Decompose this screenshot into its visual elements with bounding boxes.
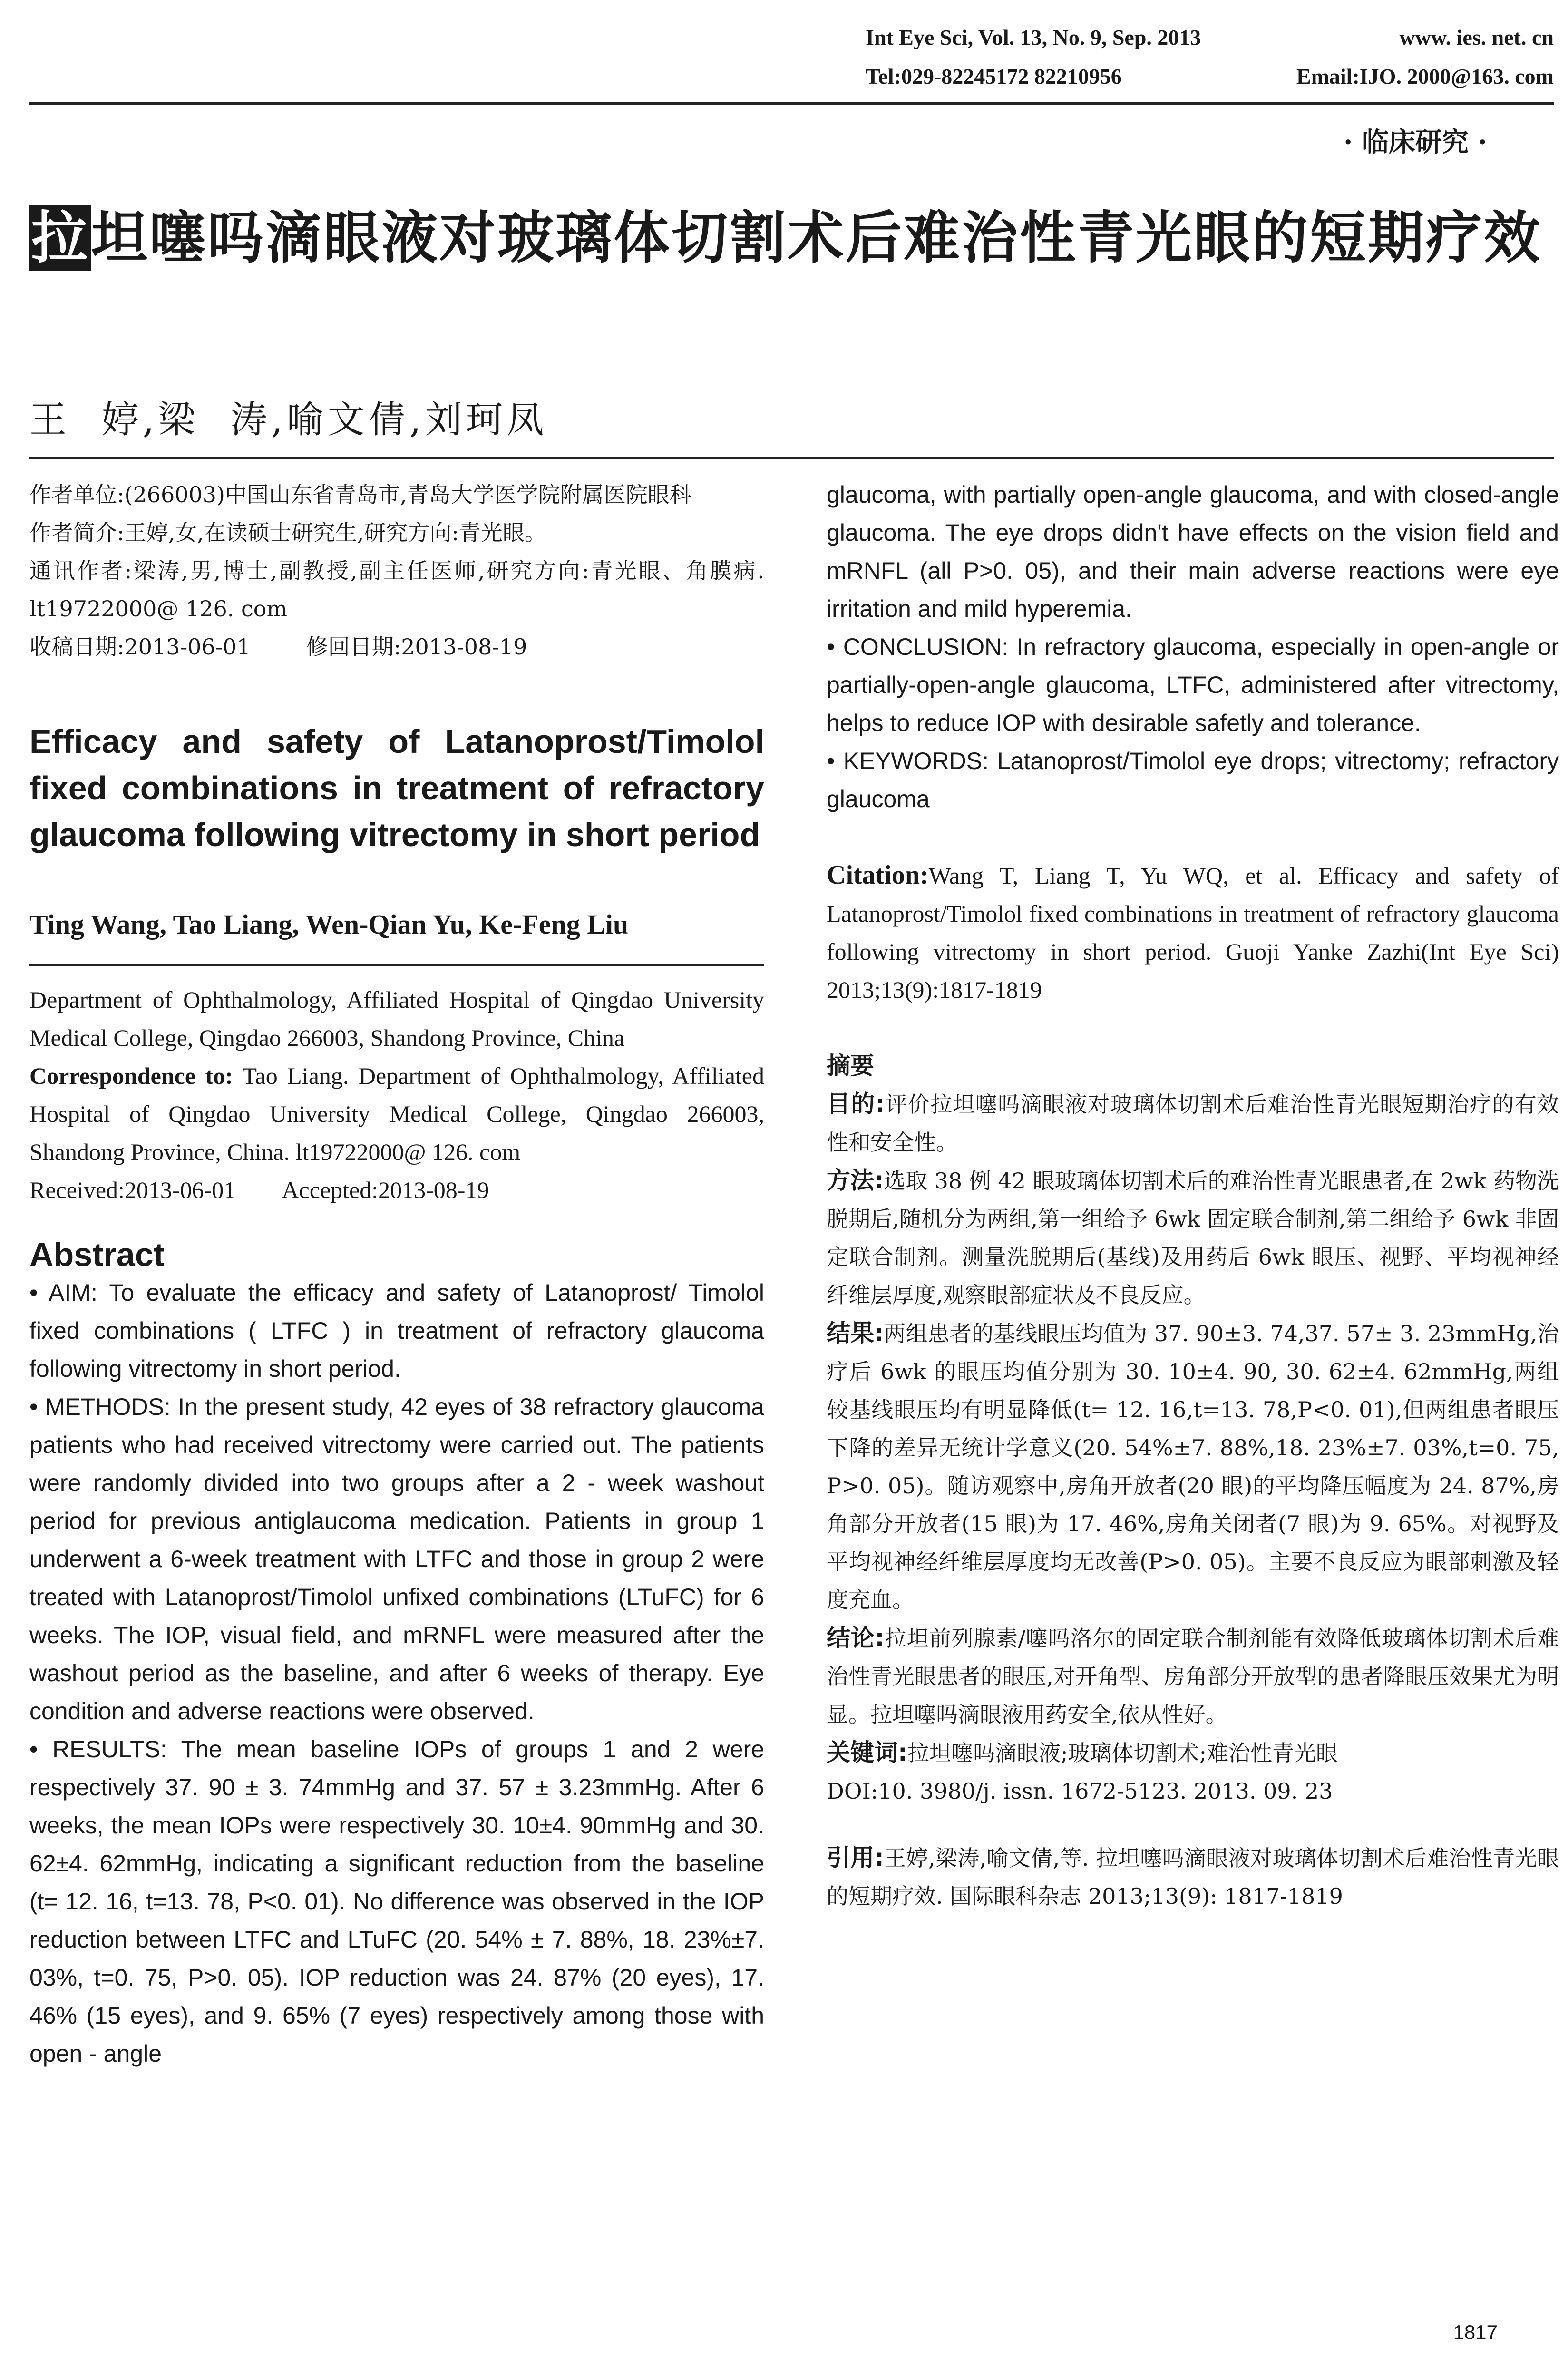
abstract-methods: • METHODS: In the present study, 42 eyes of 38 refractory glaucoma patients who had received vitrectomy were carried out. The patients were randomly divided into two groups after a 2 - week washout period for previous antiglaucoma medication. Patients in group 1 underwent a 6-week treatment with LTFC and those in group 2 were treated with Latanoprost/Timolol unfixed combinations (LTuFC) for 6 weeks. The IOP, visual field, and mRNFL were measured after the washout period as the baseline, and after 6 weeks of therapy. Eye condition and adverse reactions were observed. <box>29 1393 764 1724</box>
methods-label-cn: 方法: <box>827 1167 884 1194</box>
author-bio-cn: 作者简介:王婷,女,在读硕士研究生,研究方向:青光眼。 <box>29 520 546 546</box>
abstract-results: • RESULTS: The mean baseline IOPs of groups 1 and 2 were respectively 37. 90 ± 3. 74mmHg and 37. 57 ± 3.23mmHg. After 6 weeks, the mean IOPs were respectively 30. 10±4. 90mmHg and 30. 62±4. 62mmHg, indicating a significant reduction from the baseline (t= 12. 16, t=13. 78, P<0. 01). No difference was observed in the IOP reduction between LTFC and LTuFC (20. 54% ± 7. 88%, 18. 23%±7. 03%, t=0. 75, P>0. 05). IOP reduction was 24. 87% (20 eyes), 17. 46% (15 eyes), and 9. 65% (7 eyes) respectively among those with open - angle <box>29 1736 764 2067</box>
authors-en: Ting Wang, Tao Liang, Wen-Qian Yu, Ke-Feng Liu <box>29 909 629 940</box>
title-first-char: 拉 <box>29 205 91 271</box>
page-number: 1817 <box>1453 2321 1498 2343</box>
results-text-cn: 两组患者的基线眼压均值为 37. 90±3. 74,37. 57± 3. 23mmHg,治疗后 6wk 的眼压均值分别为 30. 10±4. 90, 30. 62±4. 62mmHg,两组较基线眼压均有明显降低(t= 12. 16,t=13. 78,P<0. 01),但两组患者眼压下降的差异无统计学意义(20. 54%±7. 88%,18. 23%±7. 03%,t=0. 75, P>0. 05)。随访观察中,房角开放者(20 眼)的平均降压幅度为 24. 87%,房角部分开放者(15 眼)为 17. 46%,房角关闭者(7 眼)为 9. 65%。对视野及平均视神经纤维层厚度均无改善(P>0. 05)。主要不良反应为眼部刺激及轻度充血。 <box>827 1321 1559 1613</box>
citation-text-cn: 王婷,梁涛,喻文倩,等. 拉坦噻吗滴眼液对玻璃体切割术后难治性青光眼的短期疗效. 国际眼科杂志 2013;13(9): 1817-1819 <box>827 1845 1559 1909</box>
keywords-text-cn: 拉坦噻吗滴眼液;玻璃体切割术;难治性青光眼 <box>907 1740 1338 1766</box>
corresponding-author-cn: 通讯作者:梁涛,男,博士,副教授,副主任医师,研究方向:青光眼、角膜病. lt19722000@ 126. com <box>29 558 764 622</box>
department-en: Department of Ophthalmology, Affiliated Hospital of Qingdao University Medical College, Qingdao 266003, Shandong Province, China <box>29 986 764 1051</box>
journal-header-line-2 <box>866 64 1554 89</box>
citation-label-cn: 引用: <box>827 1844 884 1871</box>
keywords-cn <box>827 1734 1559 1772</box>
conclusion-text-cn: 拉坦前列腺素/噻吗洛尔的固定联合制剂能有效降低玻璃体切割术后难治性青光眼患者的眼压,对开角型、房角部分开放型的患者降眼压效果尤为明显。拉坦噻吗滴眼液用药安全,依从性好。 <box>827 1626 1559 1727</box>
methods-text-cn: 选取 38 例 42 眼玻璃体切割术后的难治性青光眼患者,在 2wk 药物洗脱期后,随机分为两组,第一组给予 6wk 固定联合制剂,第二组给予 6wk 非固定联合制剂。测量洗脱期后(基线)及用药后 6wk 眼压、视野、平均视神经纤维层厚度,观察眼部症状及不良反应。 <box>827 1168 1559 1308</box>
results-label-cn: 结果: <box>827 1319 884 1347</box>
right-column <box>827 476 1559 1915</box>
paper-title-cn <box>29 200 1551 276</box>
aim-label-cn: 目的: <box>827 1090 885 1118</box>
paper-title-en: Efficacy and safety of Latanoprost/Timolol fixed combinations in treatment of refractory glaucoma following vitrectomy in short period <box>29 723 764 853</box>
authors-cn: 王 婷,梁 涛,喻文倩,刘珂凤 <box>29 399 548 441</box>
left-column <box>29 476 764 2073</box>
summary-methods-cn <box>827 1161 1559 1314</box>
correspondence-label: Correspondence to: <box>29 1062 233 1089</box>
citation-label: Citation: <box>827 860 929 890</box>
title-rule <box>29 457 1554 459</box>
correspondence-en <box>29 1057 764 1171</box>
citation-text: Wang T, Liang T, Yu WQ, et al. Efficacy and safety of Latanoprost/Timolol fixed combinations in treatment of refractory glaucoma following vitrectomy in short period. Guoji Yanke Zazhi(Int Eye Sci) 2013;13(9):1817-1819 <box>827 862 1559 1003</box>
abstract-heading: Abstract <box>29 1236 165 1273</box>
summary-results-cn <box>827 1314 1559 1619</box>
journal-website[interactable]: www. ies. net. cn <box>1399 25 1554 49</box>
journal-email[interactable]: Email:IJO. 2000@163. com <box>1296 64 1554 88</box>
doi[interactable]: DOI:10. 3980/j. issn. 1672-5123. 2013. 09. 23 <box>827 1778 1333 1804</box>
citation-cn <box>827 1839 1559 1915</box>
correspondence-text: Tao Liang. Department of Ophthalmology, Affiliated Hospital of Qingdao University Medical College, Qingdao 266003, Shandong Province, China. lt19722000@ 126. com <box>29 1062 764 1165</box>
journal-header-line-1 <box>866 25 1554 50</box>
affiliation-cn: 作者单位:(266003)中国山东省青岛市,青岛大学医学院附属医院眼科 <box>29 482 691 507</box>
summary-heading-cn: 摘要 <box>827 1052 874 1080</box>
abstract-results-cont: glaucoma, with partially open-angle glaucoma, and with closed-angle glaucoma. The eye drops didn't have effects on the vision field and mRNFL (all P>0. 05), and their main adverse reactions were eye irritation and mild hyperemia. <box>827 481 1559 622</box>
abstract-aim: • AIM: To evaluate the efficacy and safety of Latanoprost/ Timolol fixed combinations ( LTFC ) in treatment of refractory glaucoma following vitrectomy in short period. <box>29 1279 764 1382</box>
aim-text-cn: 评价拉坦噻吗滴眼液对玻璃体切割术后难治性青光眼短期治疗的有效性和安全性。 <box>827 1091 1559 1155</box>
header-rule <box>29 102 1554 105</box>
received-en: Received:2013-06-01 Accepted:2013-08-19 <box>29 1177 489 1203</box>
section-tag: · 临床研究 · <box>1344 127 1487 158</box>
citation-en <box>827 856 1559 1009</box>
keywords-label-cn: 关键词: <box>827 1739 907 1766</box>
dates-cn: 收稿日期:2013-06-01 修回日期:2013-08-19 <box>29 634 527 660</box>
journal-tel: Tel:029-82245172 82210956 <box>866 64 1122 88</box>
author-affiliation-block <box>29 476 764 666</box>
abstract-conclusion: • CONCLUSION: In refractory glaucoma, especially in open-angle or partially-open-angle glaucoma, LTFC, administered after vitrectomy, helps to reduce IOP with desirable safetly and tolerance. <box>827 633 1559 736</box>
summary-aim-cn <box>827 1085 1559 1161</box>
title-rest: 坦噻吗滴眼液对玻璃体切割术后难治性青光眼的短期疗效 <box>91 205 1542 271</box>
abstract-keywords: • KEYWORDS: Latanoprost/Timolol eye drops; vitrectomy; refractory glaucoma <box>827 748 1559 812</box>
conclusion-label-cn: 结论: <box>827 1624 885 1652</box>
journal-info: Int Eye Sci, Vol. 13, No. 9, Sep. 2013 <box>866 25 1201 49</box>
summary-conclusion-cn <box>827 1619 1559 1734</box>
